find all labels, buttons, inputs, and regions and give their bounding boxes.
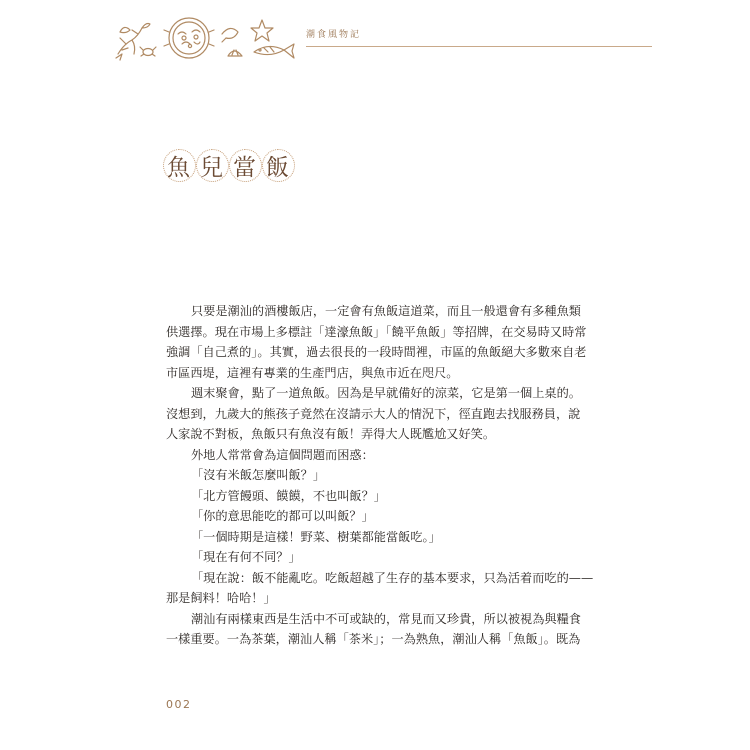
chapter-title [162,146,294,184]
text-line: 潮汕有兩樣東西是生活中不可或缺的，常見而又珍貴，所以被視為與糧食 [191,611,581,626]
title-char: 兒 [195,146,228,184]
header-illustration [112,14,302,64]
starfish-icon [251,20,273,41]
fish-icon [254,44,294,58]
title-char: 魚 [162,146,195,184]
text-line: 人家說不對板，魚飯只有魚沒有飯！弄得大人既尷尬又好笑。 [166,427,496,441]
shrimp-icon [222,28,238,42]
crab-icon [140,47,156,56]
running-title: 潮食風物記 [306,30,362,40]
header-rule [306,46,652,47]
text-line: 「你的意思能吃的都可以叫飯？」 [191,509,374,523]
title-char: 飯 [261,146,294,184]
text-line: 那是飼料！哈哈！」 [166,591,276,605]
text-line: 供選擇。現在市場上多標註「達濠魚飯」「饒平魚飯」等招牌，在交易時又時常 [166,324,587,339]
text-line: 「北方管饅頭、饃饃，不也叫飯？」 [191,488,386,503]
text-line: 沒想到，九歲大的熊孩子竟然在沒請示大人的情況下，徑直跑去找服務員，說 [166,406,581,421]
text-line: 只要是潮汕的酒樓飯店，一定會有魚飯這道菜，而且一般還會有多種魚類 [191,304,581,318]
text-line: 「沒有米飯怎麼叫飯？」 [191,468,326,482]
page-number: 002 [166,698,192,711]
text-line: 市區西堤，這裡有專業的生產門店，與魚市近在咫尺。 [166,365,459,380]
text-line: 「現在說：飯不能亂吃。吃飯超越了生存的基本要求，只為活着而吃的—— [191,570,594,585]
text-line: 外地人常常會為這個問題而困惑： [191,447,374,462]
title-char: 當 [228,146,261,184]
text-line: 「一個時期是這樣！野菜、樹葉都能當飯吃。」 [191,529,441,544]
clam-icon [228,50,242,56]
hotpot-bowl-icon [164,18,214,58]
shell-icon [120,27,130,32]
text-line: 強調「自己煮的」。其實，過去很長的一段時間裡，市區的魚飯絕大多數來自老 [166,345,587,359]
body-text [166,301,594,650]
text-line: 「現在有何不同？」 [191,550,301,564]
text-line: 一樣重要。一為茶葉，潮汕人稱「茶米」；一為熟魚，潮汕人稱「魚飯」。既為 [166,632,581,646]
text-line: 週末聚會，點了一道魚飯。因為是早就備好的涼菜，它是第一個上桌的。 [191,386,581,400]
